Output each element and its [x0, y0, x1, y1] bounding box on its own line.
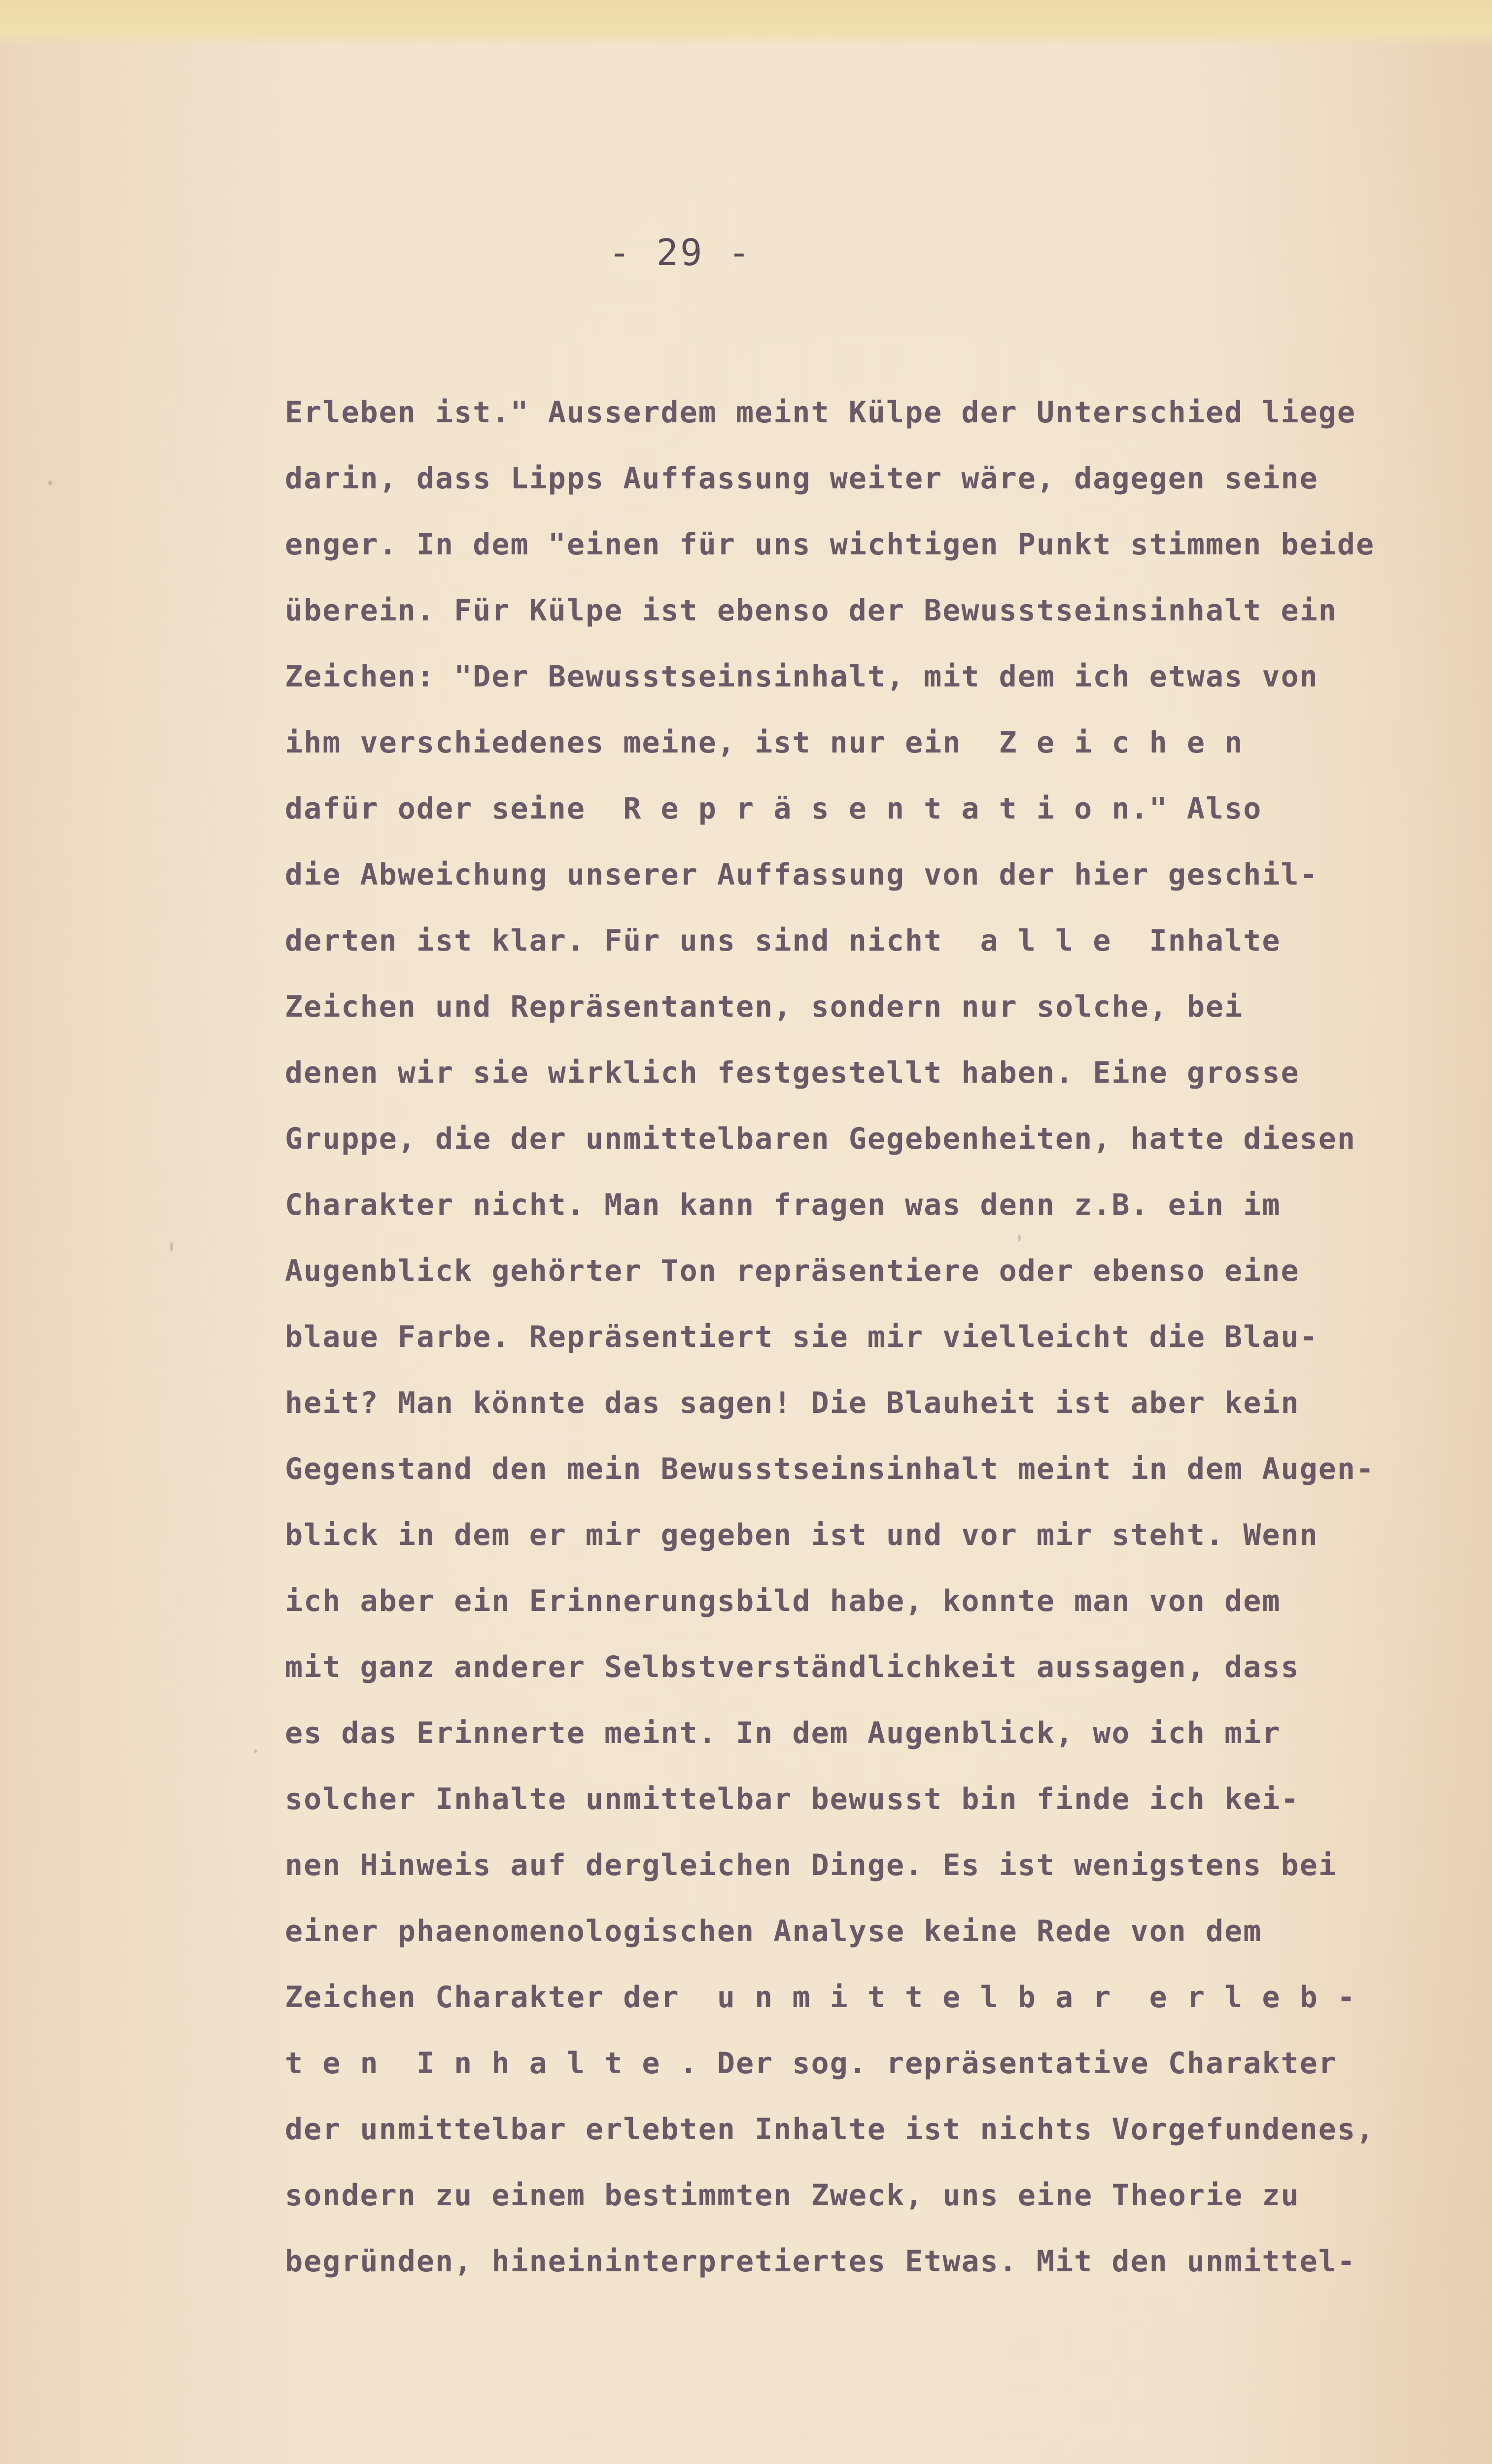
text-line: blick in dem er mir gegeben ist und vor mir steht. Wenn [285, 1518, 1319, 1552]
text-line: begründen, hineininterpretiertes Etwas. Mit den unmittel- [285, 2244, 1356, 2279]
text-line: darin, dass Lipps Auffassung weiter wäre, dagegen seine [285, 461, 1319, 496]
text-line: blaue Farbe. Repräsentiert sie mir vielleicht die Blau- [285, 1320, 1319, 1354]
text-line: Zeichen Charakter der u n m i t t e l b a r e r l e b - [285, 1980, 1356, 2015]
text-line: Zeichen und Repräsentanten, sondern nur solche, bei [285, 990, 1244, 1024]
text-line: die Abweichung unserer Auffassung von der hier geschil- [285, 857, 1319, 892]
text-line: sondern zu einem bestimmten Zweck, uns eine Theorie zu [285, 2178, 1300, 2213]
text-line: ihm verschiedenes meine, ist nur ein Z e i c h e n [285, 725, 1244, 760]
text-line: Erleben ist." Ausserdem meint Külpe der Unterschied liege [285, 395, 1356, 430]
text-line: der unmittelbar erlebten Inhalte ist nichts Vorgefundenes, [285, 2112, 1375, 2147]
text-line: solcher Inhalte unmittelbar bewusst bin finde ich kei- [285, 1782, 1300, 1816]
text-line: ich aber ein Erinnerungsbild habe, konnte man von dem [285, 1584, 1281, 1618]
text-line: dafür oder seine R e p r ä s e n t a t i o n." Also [285, 791, 1262, 826]
text-line: nen Hinweis auf dergleichen Dinge. Es ist wenigstens bei [285, 1848, 1337, 1882]
text-line: t e n I n h a l t e . Der sog. repräsentative Charakter [285, 2046, 1337, 2081]
text-line: enger. In dem "einen für uns wichtigen Punkt stimmen beide [285, 527, 1375, 562]
text-line: Zeichen: "Der Bewusstseinsinhalt, mit dem ich etwas von [285, 659, 1319, 694]
paper-speck [254, 1749, 257, 1753]
text-line: mit ganz anderer Selbstverständlichkeit aussagen, dass [285, 1650, 1300, 1684]
text-line: überein. Für Külpe ist ebenso der Bewusstseinsinhalt ein [285, 593, 1337, 628]
text-line: es das Erinnerte meint. In dem Augenblick, wo ich mir [285, 1716, 1281, 1750]
paper-speck [170, 1242, 173, 1252]
paper-speck [48, 480, 52, 485]
text-line: Charakter nicht. Man kann fragen was denn z.B. ein im [285, 1188, 1281, 1222]
text-line: Augenblick gehörter Ton repräsentiere oder ebenso eine [285, 1254, 1300, 1288]
yellowed-top-edge [0, 0, 1492, 47]
text-line: Gegenstand den mein Bewusstseinsinhalt meint in dem Augen- [285, 1452, 1375, 1486]
text-line: heit? Man könnte das sagen! Die Blauheit ist aber kein [285, 1386, 1300, 1420]
text-line: einer phaenomenologischen Analyse keine Rede von dem [285, 1914, 1262, 1949]
text-line: Gruppe, die der unmittelbaren Gegebenheiten, hatte diesen [285, 1122, 1356, 1156]
text-line: denen wir sie wirklich festgestellt haben. Eine grosse [285, 1056, 1300, 1090]
paper-speck [1018, 1234, 1021, 1241]
page-number: - 29 - [608, 232, 752, 274]
typewritten-body [285, 379, 1478, 2294]
text-line: derten ist klar. Für uns sind nicht a l l e Inhalte [285, 924, 1281, 958]
